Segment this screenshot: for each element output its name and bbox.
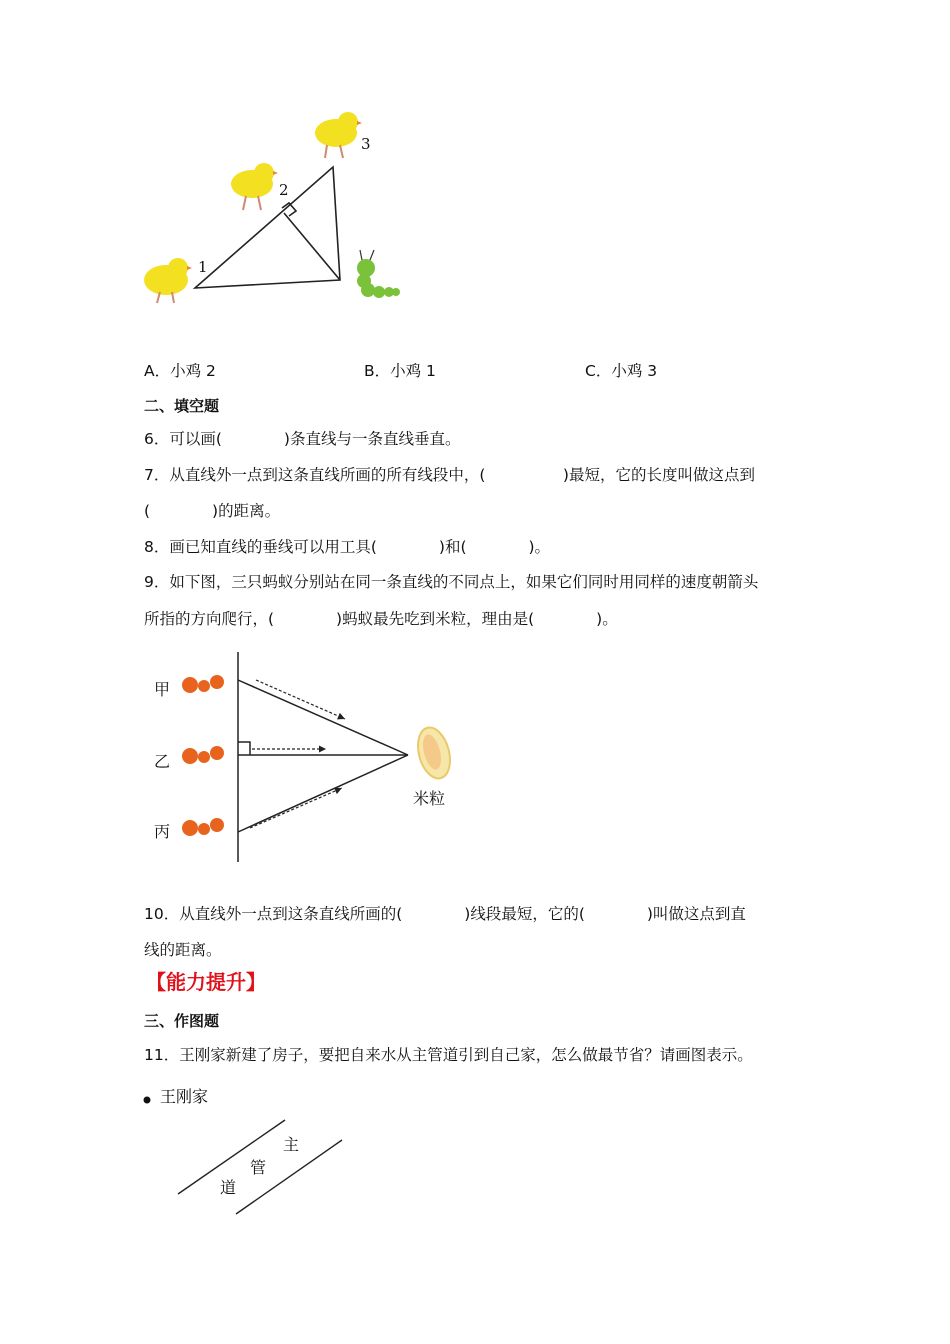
- option-c[interactable]: C．小鸡 3: [585, 362, 658, 380]
- option-a[interactable]: A．小鸡 2: [144, 362, 216, 380]
- rice-label: 米粒: [413, 789, 446, 808]
- option-b[interactable]: B．小鸡 1: [364, 362, 436, 380]
- house-label: 王刚家: [160, 1087, 209, 1106]
- question-7-line-2: ( )的距离。: [144, 502, 281, 520]
- question-10-line-2: 线的距离。: [144, 941, 222, 959]
- chick-label-1: 1: [198, 258, 208, 276]
- pipe-char-guan: 管: [250, 1158, 267, 1177]
- question-11: 11．王刚家新建了房子，要把自来水从主管道引到自己家，怎么做最节省？请画图表示。: [144, 1046, 753, 1064]
- question-10-line-1: 10．从直线外一点到这条直线所画的( )线段最短，它的( )叫做这点到直: [144, 905, 746, 923]
- question-7-line-1: 7．从直线外一点到这条直线所画的所有线段中，( )最短，它的长度叫做这点到: [144, 466, 755, 484]
- pipe-char-dao: 道: [220, 1178, 237, 1197]
- pipe-char-zhu: 主: [283, 1135, 300, 1154]
- section-title-drawing: 三、作图题: [144, 1012, 220, 1030]
- house-point: [144, 1097, 151, 1104]
- section-title-fill-blank: 二、填空题: [144, 397, 220, 415]
- chick-label-3: 3: [361, 135, 371, 153]
- ant-label-bing: 丙: [154, 822, 171, 841]
- ant-label-yi: 乙: [154, 752, 171, 771]
- ant-label-jia: 甲: [154, 680, 171, 699]
- question-6: 6．可以画( )条直线与一条直线垂直。: [144, 430, 461, 448]
- question-9-line-1: 9．如下图，三只蚂蚁分别站在同一条直线的不同点上，如果它们同时用同样的速度朝箭头: [144, 573, 759, 591]
- question-9-line-2: 所指的方向爬行，( )蚂蚁最先吃到米粒，理由是( )。: [144, 610, 618, 628]
- ability-heading: 【能力提升】: [146, 970, 266, 994]
- chick-label-2: 2: [279, 181, 289, 199]
- question-8: 8．画已知直线的垂线可以用工具( )和( )。: [144, 538, 551, 556]
